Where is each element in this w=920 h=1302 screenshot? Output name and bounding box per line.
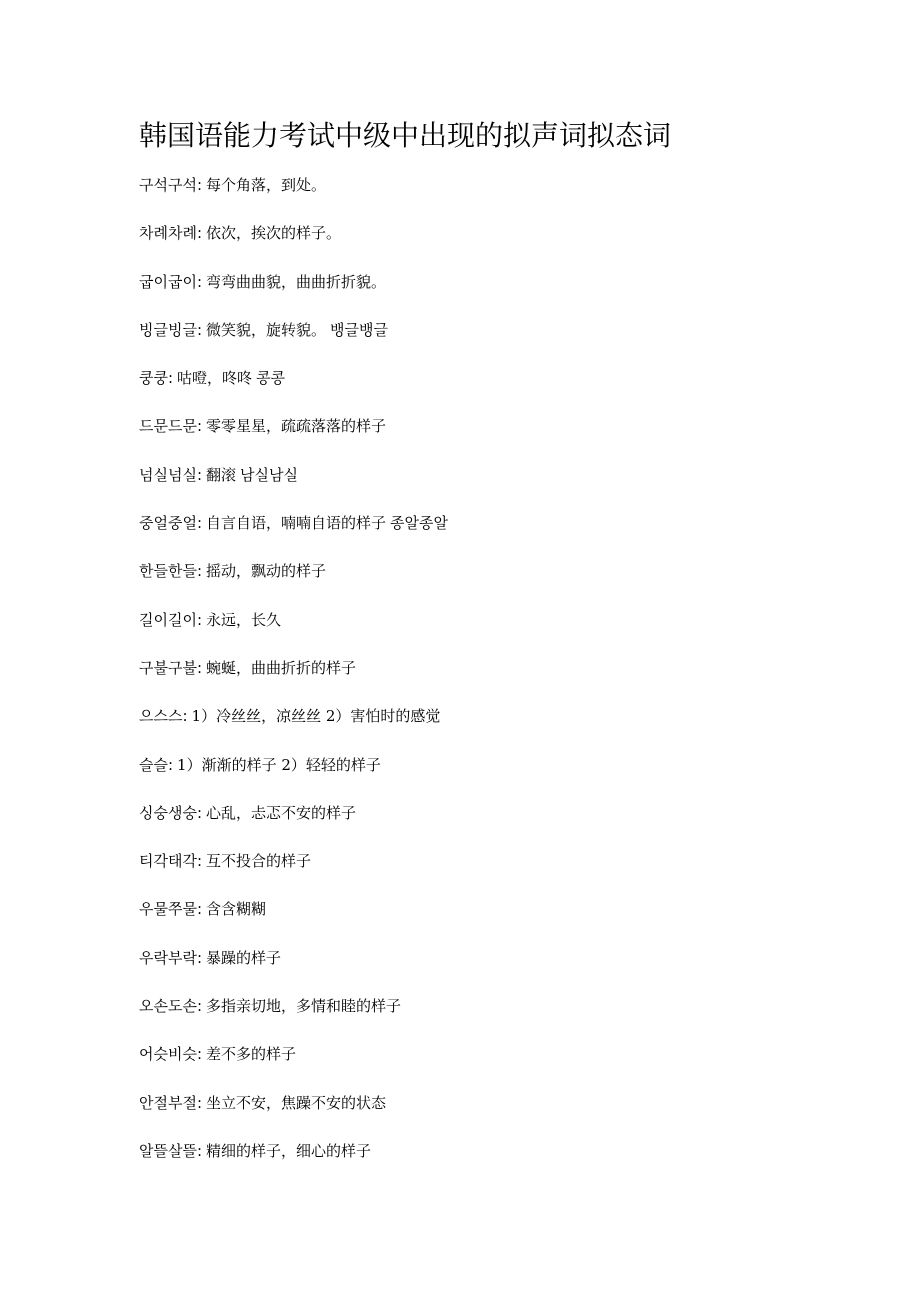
entry-definition: 暴躁的样子 <box>206 948 282 967</box>
entry-definition: 1）冷丝丝，凉丝丝 2）害怕时的感觉 <box>191 707 441 726</box>
list-item <box>139 316 448 364</box>
list-item <box>139 509 448 557</box>
entry-definition: 零零星星，疏疏落落的样子 <box>206 417 387 436</box>
list-item <box>139 799 448 847</box>
entry-definition: 每个角落，到处。 <box>206 176 327 194</box>
list-item <box>139 1137 448 1185</box>
entry-separator: : <box>196 1093 203 1112</box>
entry-term: 넘실넘실 <box>139 465 197 484</box>
list-item <box>139 992 448 1040</box>
entry-separator: : <box>196 514 203 533</box>
list-item <box>139 895 448 943</box>
entry-term: 으스스 <box>139 707 183 726</box>
list-item <box>139 364 448 412</box>
entry-definition: 精细的样子，细心的样子 <box>206 1141 372 1160</box>
entry-term: 슬슬 <box>139 755 168 774</box>
entry-separator: : <box>196 803 203 822</box>
entry-term: 싱숭생숭 <box>139 803 197 822</box>
list-item <box>139 461 448 509</box>
entry-term: 안절부절 <box>139 1093 197 1112</box>
entry-separator: : <box>196 997 203 1016</box>
entry-term: 차례차례 <box>139 224 197 243</box>
list-item <box>139 557 448 605</box>
entry-separator: : <box>196 900 203 919</box>
entry-term: 구불구불 <box>139 658 197 677</box>
entry-separator: : <box>196 1045 203 1064</box>
entry-definition: 永远，长久 <box>206 610 282 629</box>
entry-separator: : <box>196 658 203 677</box>
list-item <box>139 944 448 992</box>
entry-separator: : <box>196 176 203 194</box>
entry-term: 구석구석 <box>139 176 197 194</box>
list-item <box>139 219 448 267</box>
document-title: 韩国语能力考试中级中出现的拟声词拟态词 <box>139 119 672 152</box>
entry-term: 드문드문 <box>139 417 197 436</box>
entry-term: 오손도손 <box>139 997 197 1016</box>
entry-term: 중얼중얼 <box>139 514 197 533</box>
entry-definition: 弯弯曲曲貌，曲曲折折貌。 <box>206 272 387 291</box>
entry-definition: 心乱，忐忑不安的样子 <box>206 803 357 822</box>
entry-definition: 坐立不安，焦躁不安的状态 <box>206 1093 387 1112</box>
entry-definition: 摇动，飘动的样子 <box>206 562 327 581</box>
list-item <box>139 751 448 799</box>
entry-definition: 微笑貌，旋转貌。 <box>206 320 327 339</box>
entry-term: 어슷비슷 <box>139 1045 197 1064</box>
entry-separator: : <box>196 948 203 967</box>
entry-term: 한들한들 <box>139 562 197 581</box>
entry-separator: : <box>182 707 188 726</box>
list-item <box>139 847 448 895</box>
entry-definition: 多指亲切地，多情和睦的样子 <box>206 997 402 1016</box>
entry-separator: : <box>196 852 203 871</box>
entry-definition: 依次，挨次的样子。 <box>206 224 342 243</box>
entry-definition: 自言自语，喃喃自语的样子 <box>206 514 387 533</box>
entry-separator: : <box>167 369 174 388</box>
entry-definition: 含含糊糊 <box>206 900 267 919</box>
list-item <box>139 606 448 654</box>
list-item <box>139 1089 448 1137</box>
entry-variant: 콩콩 <box>256 369 286 388</box>
entry-definition: 咕噔，咚咚 <box>177 369 253 388</box>
entry-definition: 差不多的样子 <box>206 1045 297 1064</box>
entry-separator: : <box>196 562 203 581</box>
entry-separator: : <box>196 465 203 484</box>
entry-term: 알뜰살뜰 <box>139 1141 197 1160</box>
entry-definition: 蜿蜒，曲曲折折的样子 <box>206 658 357 677</box>
entry-list <box>139 171 448 1185</box>
entry-variant: 뱅글뱅글 <box>330 320 389 339</box>
entry-separator: : <box>196 272 203 291</box>
entry-definition: 翻滚 <box>206 465 237 484</box>
list-item <box>139 171 448 219</box>
entry-term: 우물쭈물 <box>139 900 197 919</box>
entry-separator: : <box>167 755 174 774</box>
entry-term: 우락부락 <box>139 948 197 967</box>
entry-definition: 1）渐渐的样子 2）轻轻的样子 <box>177 755 381 774</box>
entry-term: 길이길이 <box>139 610 197 629</box>
list-item <box>139 1040 448 1088</box>
entry-term: 티각태각 <box>139 852 197 871</box>
list-item <box>139 412 448 460</box>
entry-definition: 互不投合的样子 <box>206 852 312 871</box>
list-item <box>139 702 448 750</box>
entry-term: 빙글빙글 <box>139 320 197 339</box>
entry-term: 굽이굽이 <box>139 272 197 291</box>
entry-separator: : <box>196 320 203 339</box>
entry-separator: : <box>196 610 203 629</box>
entry-separator: : <box>196 224 203 243</box>
list-item <box>139 654 448 702</box>
entry-variant: 종알종알 <box>390 514 449 533</box>
entry-separator: : <box>196 1141 203 1160</box>
entry-separator: : <box>196 417 203 436</box>
entry-variant: 남실남실 <box>240 465 299 484</box>
list-item <box>139 268 448 316</box>
entry-term: 쿵쿵 <box>139 369 168 388</box>
